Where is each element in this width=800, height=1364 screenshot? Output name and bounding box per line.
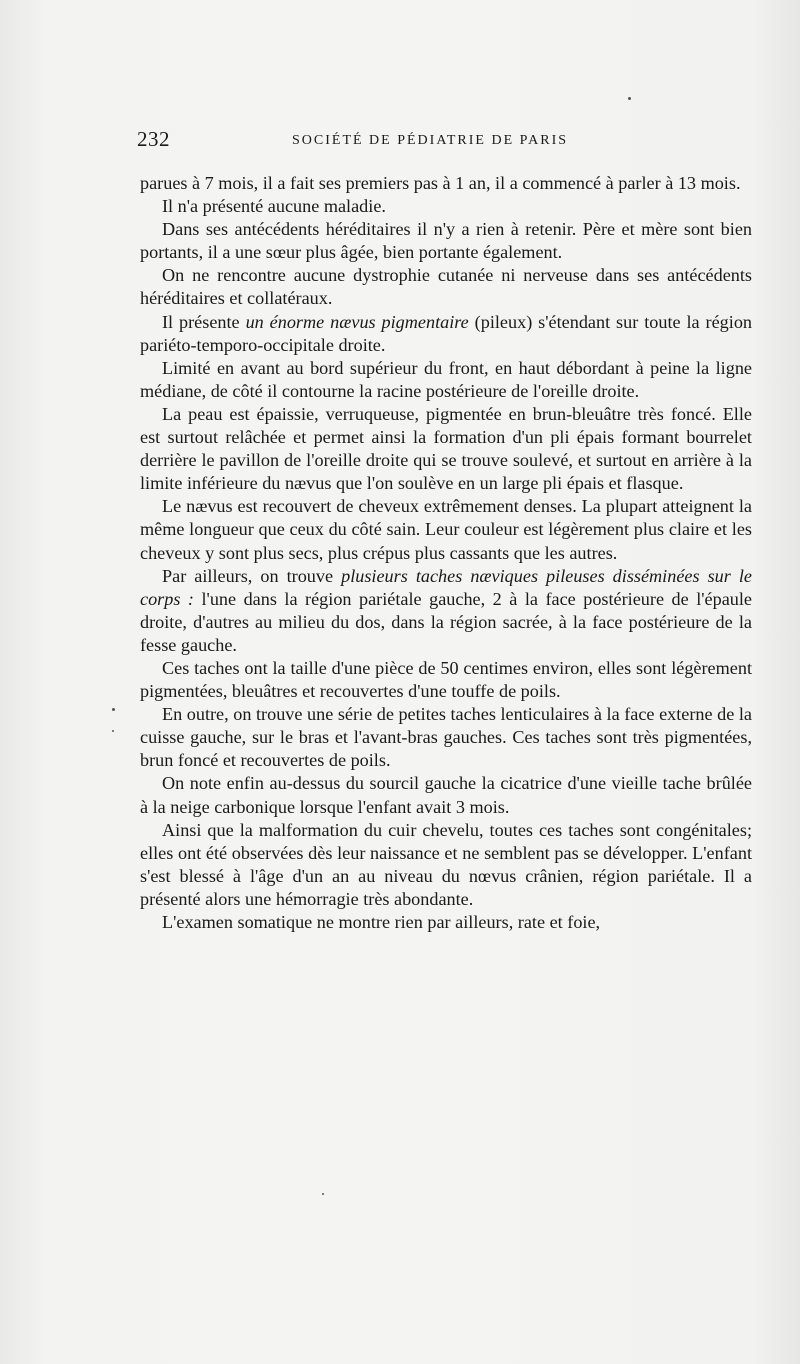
paragraph: Il n'a présenté aucune maladie.	[162, 196, 386, 217]
paragraph: Ces taches ont la taille d'une pièce de 50 centimes environ, elles sont légèrement pigmentées, bleuâtres et recouvertes d'une touffe de poils.	[140, 657, 752, 702]
paper-speck	[112, 730, 114, 732]
italic-emphasis: plusieurs taches næviques pileuses disséminées sur le corps :	[140, 565, 752, 609]
paper-speck	[628, 97, 631, 100]
paragraph	[140, 565, 752, 657]
paragraph: Limité en avant au bord supérieur du front, en haut débordant à peine la ligne médiane, de côté il contourne la racine postérieure de l'oreille droite.	[140, 357, 752, 401]
body-text	[140, 172, 752, 934]
italic-emphasis: un énorme nævus pigmentaire	[245, 311, 469, 332]
paragraph: La peau est épaissie, verruqueuse, pigmentée en brun-bleuâtre très foncé. Elle est surtout relâchée et permet ainsi la formation d'un pli épais formant bourrelet derrière le pavillon de l'oreille droite qui se trouve soulevé, et surtout en arrière à la limite inférieure du nævus que l'on soulève en un large pli épais et flasque.	[140, 403, 752, 494]
paragraph	[140, 311, 752, 357]
paragraph: En outre, on trouve une série de petites taches lenticulaires à la face externe de la cuisse gauche, sur le bras et l'avant-bras gauches. Ces taches sont très pigmentées, brun foncé et recouvertes de poils.	[140, 704, 752, 771]
paper-speck	[322, 1193, 324, 1195]
paragraph: Dans ses antécédents héréditaires il n'y a rien à retenir. Père et mère sont bien portants, il a une sœur plus âgée, bien portante également.	[140, 219, 752, 263]
paragraph-text: l'une dans la région pariétale gauche, 2 à la face postérieure de l'épaule droite, d'autres au milieu du dos, dans la région sacrée, à la face postérieure de la fesse gauche.	[140, 588, 752, 655]
page-header	[137, 127, 757, 157]
paragraph: On note enfin au-dessus du sourcil gauche la cicatrice d'une vieille tache brûlée à la neige carbonique lorsque l'enfant avait 3 mois.	[140, 773, 752, 817]
paragraph-text: Il présente	[162, 311, 246, 332]
paragraph: Ainsi que la malformation du cuir chevelu, toutes ces taches sont congénitales; elles ont été observées dès leur naissance et ne semblent pas se développer. L'enfant s'est blessé à l'âge d'un an au niveau du nœvus crânien, région pariétale. Il a présenté alors une hémorragie très abondante.	[140, 819, 752, 909]
running-head: SOCIÉTÉ DE PÉDIATRIE DE PARIS	[292, 133, 569, 148]
paper-speck	[112, 708, 115, 711]
paragraph: On ne rencontre aucune dystrophie cutanée ni nerveuse dans ses antécédents héréditaires et collatéraux.	[140, 265, 752, 309]
paragraph: Le nævus est recouvert de cheveux extrêmement denses. La plupart atteignent la même longueur que ceux du côté sain. Leur couleur est légèrement plus claire et les cheveux y sont plus secs, plus crépus plus cassants que les autres.	[140, 496, 752, 563]
paragraph-text: Par ailleurs, on trouve	[162, 565, 342, 586]
page-number: 232	[137, 127, 170, 151]
paragraph-text: (pileux) s'étendant sur toute la région pariéto-temporo-occipitale droite.	[140, 311, 753, 355]
paragraph: parues à 7 mois, il a fait ses premiers pas à 1 an, il a commencé à parler à 13 mois.	[140, 173, 741, 193]
paragraph: L'examen somatique ne montre rien par ailleurs, rate et foie,	[162, 912, 601, 932]
